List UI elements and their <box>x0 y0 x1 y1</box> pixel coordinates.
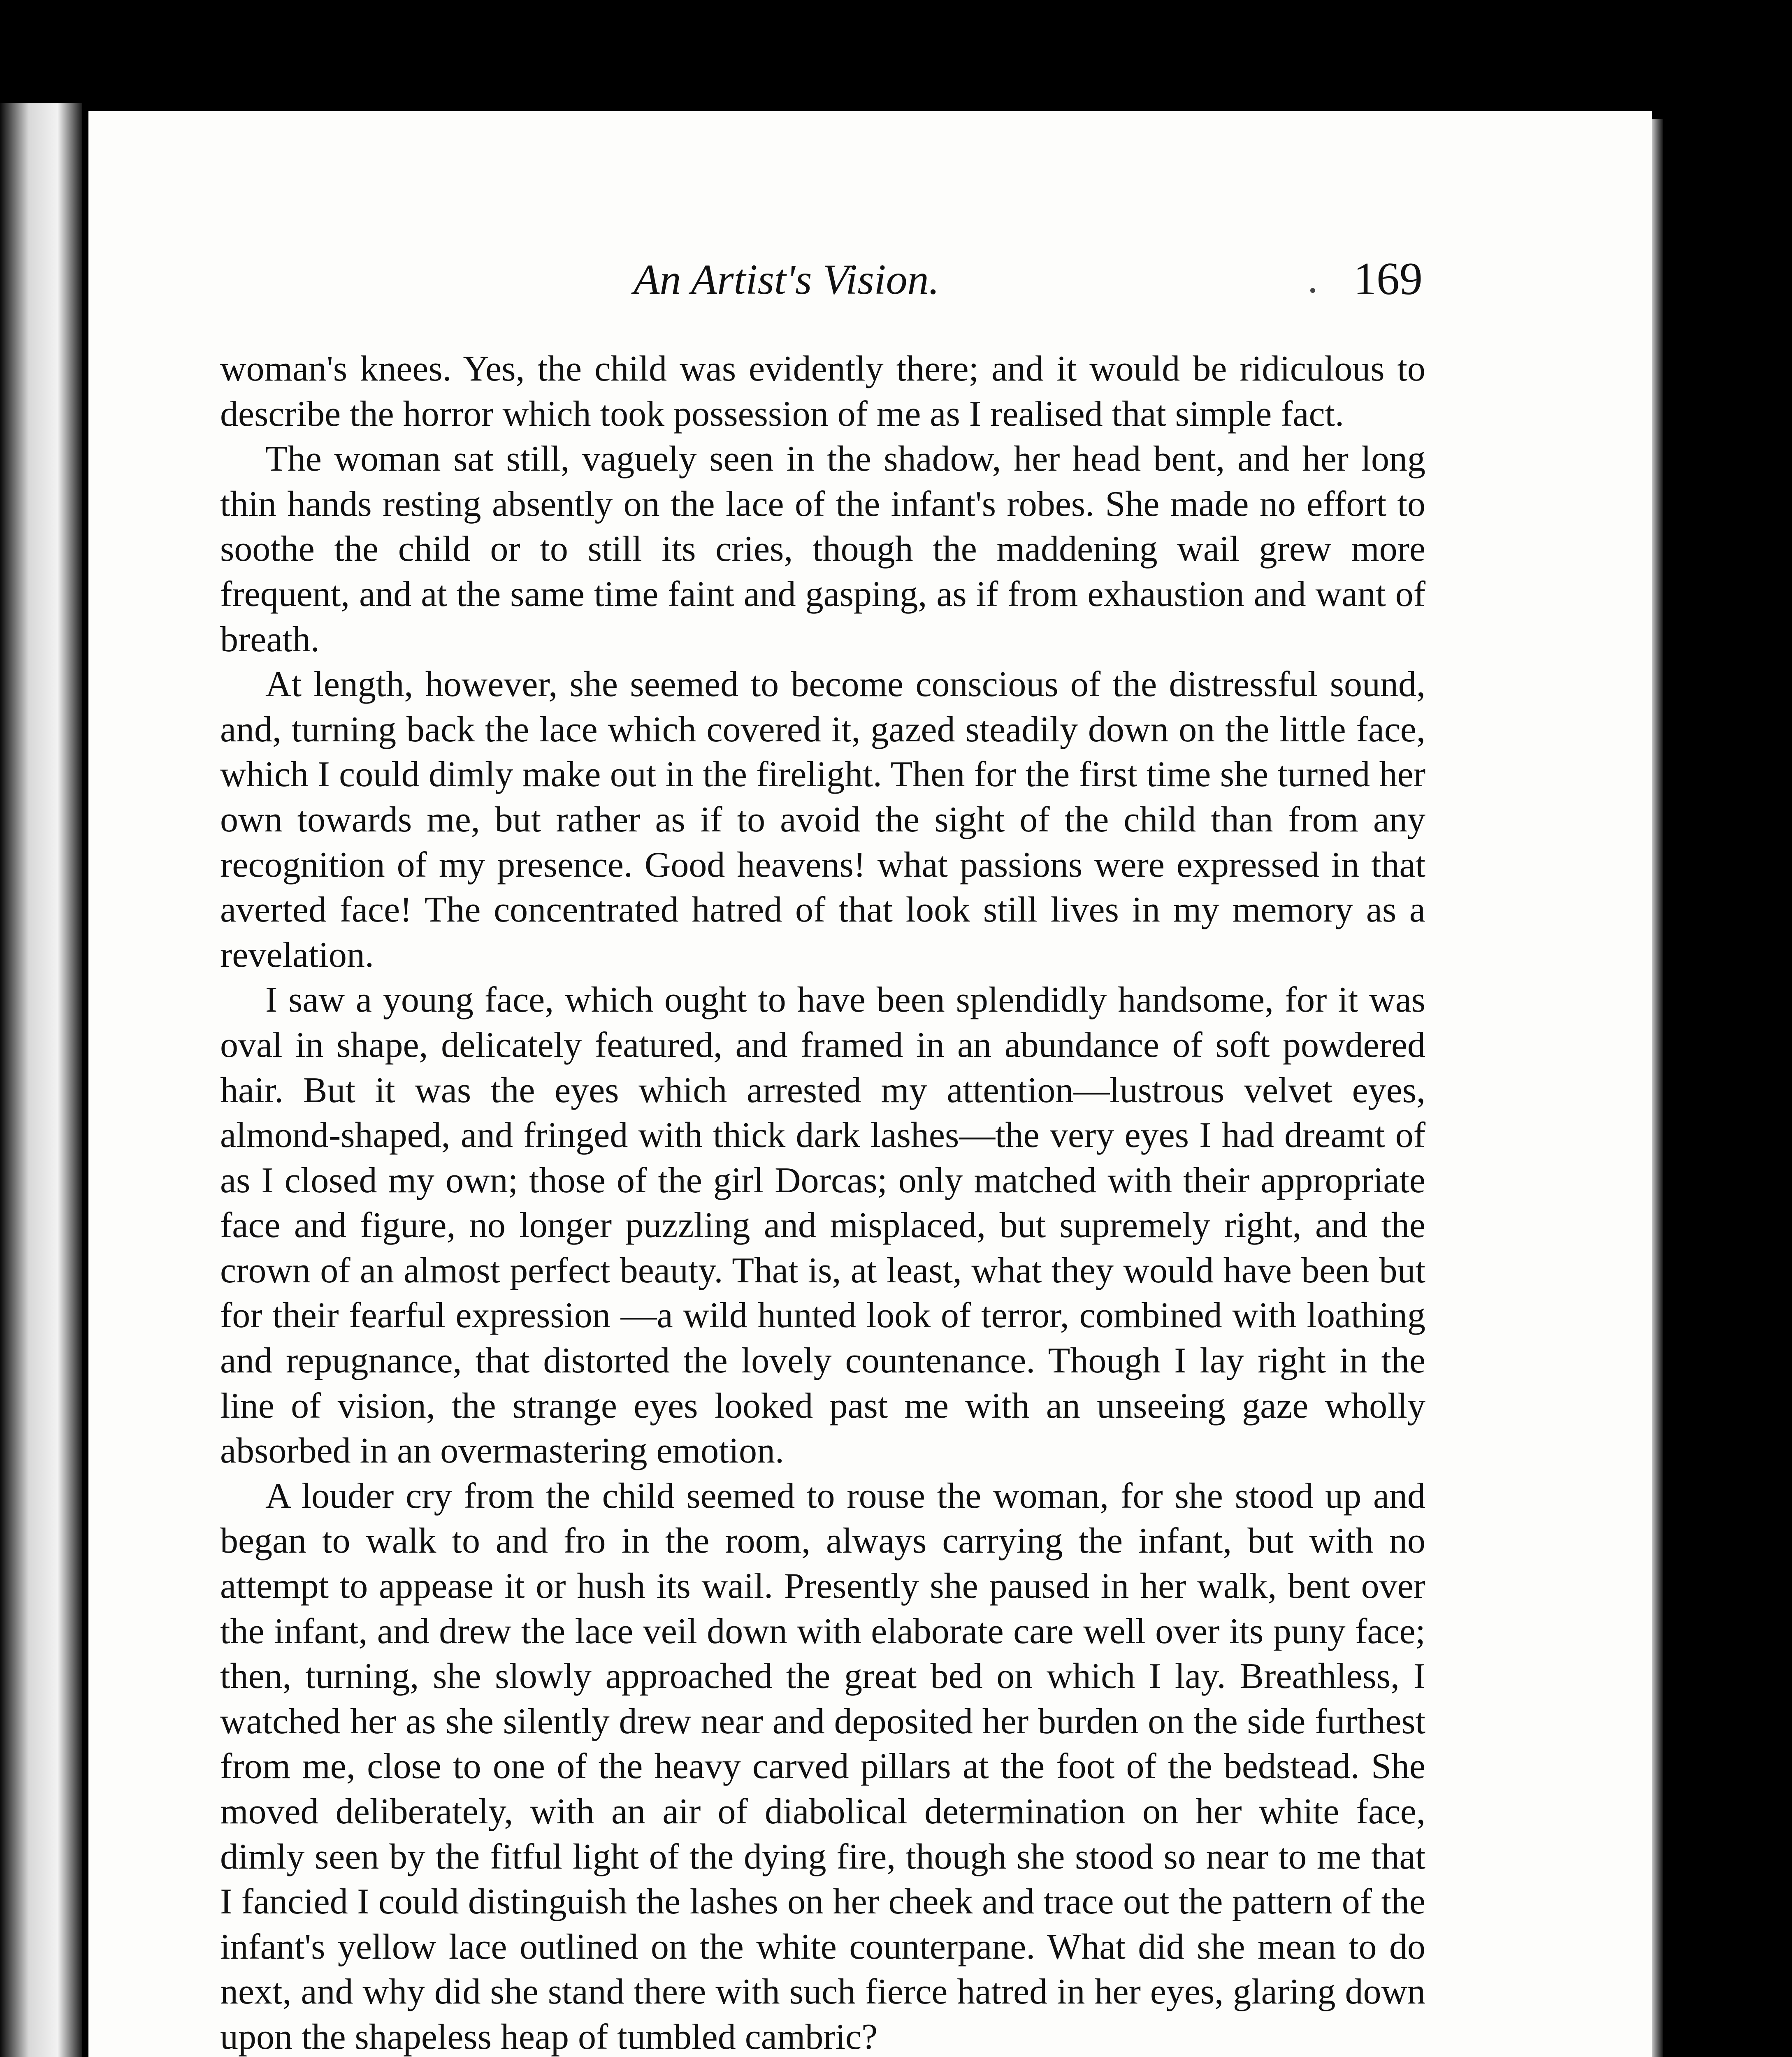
paragraph-5: A louder cry from the child seemed to rouse the woman, for she stood up and began to walk to and fro in the room, always carrying the infant, but with no attempt to appease it or hush its wail. Presently she paused in her walk, bent over the infant, and drew the lace veil down with elaborate care well over its puny face; then, turning, she slowly approached the great bed on which I lay. Breathless, I watched her as she silently drew near and deposited her burden on the side furthest from me, close to one of the heavy carved pillars at the foot of the bedstead. She moved deliberately, with an air of diabolical determination on her white face, dimly seen by the fitful light of the dying fire, though she stood so near to me that I fancied I could distinguish the lashes on her cheek and trace out the pattern of the infant's yellow lace outlined on the white counterpane. What did she mean to do next, and why did she stand there with such fierce hatred in her eyes, glaring down upon the shapeless heap of tumbled cambric? <box>220 1476 1425 2057</box>
page-number: 169 <box>1353 253 1423 304</box>
running-title: An Artist's Vision. <box>634 256 940 303</box>
page-stack-edge <box>1652 119 1663 2057</box>
print-speck <box>1310 288 1315 293</box>
body-text <box>220 346 1425 2057</box>
paragraph-2: The woman sat still, vaguely seen in the shadow, her head bent, and her long thin hands resting absently on the lace of the infant's robes. She made no effort to soothe the child or to still its cries, though the maddening wail grew more frequent, and at the same time faint and gasping, as if from exhaustion and want of breath. <box>220 439 1425 659</box>
paragraph-1: woman's knees. Yes, the child was evidently there; and it would be ridiculous to describe the horror which took possession of me as I realised that simple fact. <box>220 349 1425 434</box>
paragraph-4: I saw a young face, which ought to have been splendidly handsome, for it was oval in shape, delicately featured, and framed in an abundance of soft powdered hair. But it was the eyes which arrested my attention—lustrous velvet eyes, almond-shaped, and fringed with thick dark lashes—the very eyes I had dreamt of as I closed my own; those of the girl Dorcas; only matched with their appropriate face and figure, no longer puzzling and misplaced, but supremely right, and the crown of an almost perfect beauty. That is, at least, what they would have been but for their fearful expression —a wild hunted look of terror, combined with loathing and repugnance, that distorted the lovely countenance. Though I lay right in the line of vision, the strange eyes looked past me with an unseeing gaze wholly absorbed in an overmastering emotion. <box>220 980 1425 1471</box>
previous-page-edge <box>0 103 82 2057</box>
paragraph-3: At length, however, she seemed to become conscious of the distressful sound, and, turning back the lace which covered it, gazed steadily down on the little face, which I could dimly make out in the firelight. Then for the first time she turned her own towards me, but rather as if to avoid the sight of the child than from any recognition of my presence. Good heavens! what passions were expressed in that averted face! The concentrated hatred of that look still lives in my memory as a revelation. <box>220 664 1425 975</box>
